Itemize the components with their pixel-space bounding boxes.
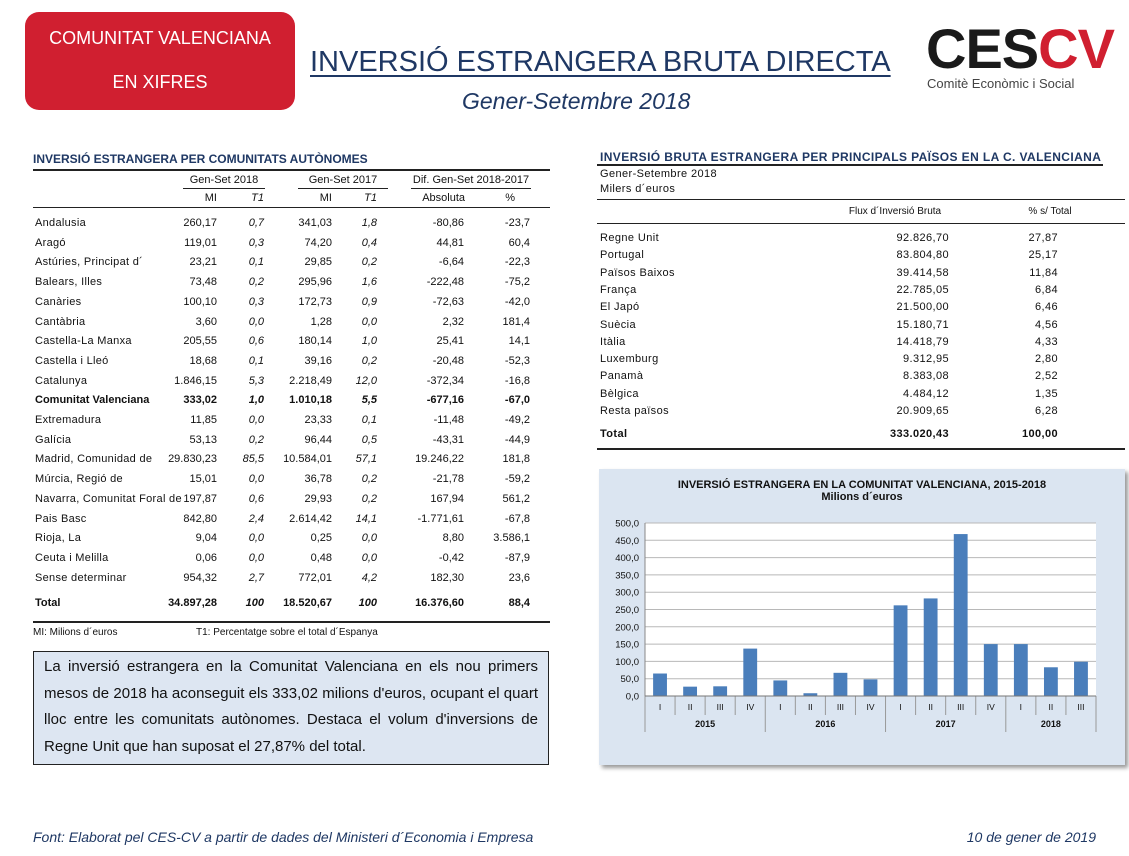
country-name: Luxemburg [600,353,659,366]
cell-abs: 25,41 [436,335,464,348]
country-flux: 21.500,00 [896,301,949,314]
cell-t18: 0,0 [248,414,264,426]
countries-row [600,370,1120,386]
cell-abs: -0,42 [438,551,464,564]
country-name: Regne Unit [600,232,660,244]
y-tick-label: 100,0 [615,656,639,668]
year-label: 2016 [815,719,836,729]
cell-mi18: 9,04 [195,532,217,545]
row-name: Madrid, Comunidad de [35,453,153,466]
row-name: Aragó [35,236,66,249]
cell-mi18: 53,13 [189,433,217,446]
table-total-row [33,597,550,613]
cell-mi18: 34.897,28 [168,597,217,609]
row-name: Extremadura [35,414,102,426]
chart-subtitle: Milions d´euros [821,491,903,503]
table-row [33,414,550,430]
cell-t18: 2,7 [248,571,264,584]
x-tick-label: IV [866,702,875,712]
cell-abs: -43,31 [432,433,464,446]
country-pct: 25,17 [1028,249,1058,262]
logo-cv: CV [1038,17,1114,80]
cell-pct: 181,8 [502,453,530,466]
table-row [33,256,550,272]
cell-abs: -20,48 [432,354,464,367]
cell-t17: 0,2 [361,473,377,486]
cell-pct: -87,9 [504,551,530,564]
cell-mi18: 842,80 [183,512,217,525]
table-row [33,394,550,410]
cell-pct: -42,0 [504,295,530,308]
group-2017: Gen-Set 2017 [308,174,378,186]
year-label: 2015 [695,719,716,729]
cell-pct: -22,3 [504,256,530,269]
cell-mi17: 29,85 [304,256,332,269]
country-pct: 1,35 [1034,387,1058,400]
cell-mi18: 1.846,15 [174,374,217,387]
cell-abs: -677,16 [426,394,464,407]
cell-t17: 100 [358,597,377,609]
y-tick-label: 400,0 [615,553,639,565]
row-name: Ceuta i Melilla [35,551,109,564]
cell-t18: 0,0 [248,315,264,328]
cell-mi18: 11,85 [190,414,217,426]
countries-top-rule [597,164,1103,166]
table-row [33,316,550,332]
cell-abs: -6,64 [438,256,464,269]
investment-chart [599,469,1125,765]
table-row [33,532,550,548]
chart-bar [773,680,787,696]
row-name: Castella-La Manxa [35,335,132,348]
country-name: Itàlia [600,335,626,348]
chart-bar [984,644,998,696]
countries-row [600,388,1120,404]
cell-pct: -23,7 [504,217,530,229]
col-pct-header: % s/ Total [1028,206,1072,217]
country-pct: 27,87 [1028,232,1058,244]
cell-t18: 0,3 [248,236,264,249]
cell-pct: -75,2 [504,276,530,289]
cell-mi17: 74,20 [304,236,332,249]
cell-mi17: 96,44 [304,433,332,446]
country-pct: 6,28 [1034,405,1058,417]
cell-t17: 0,0 [361,532,377,545]
table-row [33,355,550,371]
cell-pct: 181,4 [502,315,530,328]
country-pct: 4,33 [1034,335,1058,348]
cell-t17: 5,5 [361,394,377,407]
cell-mi18: 954,32 [183,571,217,584]
countries-row [600,405,1120,421]
chart-bar [653,674,667,696]
chart-bar [1044,667,1058,696]
chart-bar [834,673,848,696]
country-pct: 6,46 [1034,301,1058,314]
x-tick-label: IV [746,702,755,712]
cell-t18: 0,6 [248,335,264,348]
cell-pct: 88,4 [508,597,530,609]
footer-date: 10 de gener de 2019 [966,829,1096,845]
cell-t17: 0,2 [361,492,377,505]
cell-t18: 5,3 [248,374,264,387]
countries-row [600,249,1120,265]
sub-t1-2018: T1 [251,192,264,204]
cell-mi17: 2.614,42 [289,512,332,525]
cell-t17: 0,2 [361,354,377,367]
cell-mi17: 23,33 [304,414,332,426]
countries-row [600,232,1120,248]
chart-bar [713,686,727,696]
countries-header-rule [597,223,1125,224]
badge-line-2: EN XIFRES [112,72,208,92]
cell-mi18: 15,01 [189,473,217,486]
cell-pct: 14,1 [508,335,530,348]
chart-title: INVERSIÓ ESTRANGERA EN LA COMUNITAT VALENCIANA, 2015-2018 [677,479,1047,491]
x-tick-label: I [899,702,902,712]
badge-line-1: COMUNITAT VALENCIANA [49,28,271,48]
cell-t17: 0,1 [361,414,377,426]
cell-t17: 0,4 [361,236,377,249]
cell-mi17: 1,28 [310,315,332,328]
chart-bar [924,598,938,696]
countries-row [600,267,1120,283]
country-name: Bèlgica [600,387,639,400]
cell-mi17: 772,01 [298,571,332,584]
cell-mi17: 36,78 [304,473,332,486]
countries-row [600,319,1120,335]
note-t1: T1: Percentatge sobre el total d´Espanya [196,627,378,638]
cell-abs: -372,34 [426,374,464,387]
table-row [33,434,550,450]
cell-mi17: 39,16 [304,354,332,367]
row-name: Balears, Illes [35,276,103,289]
row-name: Cantàbria [35,315,86,328]
sub-t1-2017: T1 [364,192,377,204]
cell-mi18: 18,68 [189,354,217,367]
cell-t18: 0,0 [248,551,264,564]
x-tick-label: II [807,702,813,712]
row-name: Galícia [35,433,72,446]
cell-pct: 3.586,1 [493,532,530,545]
cell-abs: 8,80 [442,532,464,545]
country-flux: 20.909,65 [896,405,949,417]
cell-t18: 0,2 [248,433,264,446]
x-tick-label: II [928,702,934,712]
cell-abs: -11,48 [433,414,464,426]
chart-bar [683,687,697,696]
cell-t17: 0,0 [361,315,377,328]
x-tick-label: III [716,702,724,712]
cell-t17: 4,2 [361,571,377,584]
cell-pct: -59,2 [504,473,530,486]
y-tick-label: 500,0 [615,518,639,530]
cell-mi18: 333,02 [183,394,217,407]
group-rule [183,188,265,189]
group-rule [298,188,388,189]
country-name: Resta països [600,405,670,417]
x-tick-label: III [1077,702,1085,712]
country-pct: 4,56 [1034,318,1058,331]
chart-bar [864,679,878,696]
country-pct: 2,52 [1034,370,1058,383]
country-name: Portugal [600,249,645,262]
cell-mi18: 205,55 [183,335,217,348]
cell-t17: 1,0 [361,335,377,348]
cell-abs: 167,94 [430,492,464,505]
country-pct: 100,00 [1021,428,1058,440]
cell-t17: 1,8 [361,217,377,229]
country-flux: 92.826,70 [896,232,949,244]
cell-mi18: 73,48 [189,276,217,289]
cell-t18: 0,6 [248,492,264,505]
cell-mi18: 3,60 [195,315,217,328]
country-pct: 11,84 [1029,266,1058,279]
page-subtitle: Gener-Setembre 2018 [462,88,691,114]
cell-t17: 12,0 [355,374,377,387]
cell-mi18: 260,17 [183,217,217,229]
cell-t18: 0,3 [248,295,264,308]
page-title: INVERSIÓ ESTRANGERA BRUTA DIRECTA [310,46,891,78]
cell-mi17: 341,03 [298,217,332,229]
x-tick-label: II [1048,702,1054,712]
cell-mi18: 119,01 [184,236,217,249]
x-tick-label: II [687,702,693,712]
y-tick-label: 300,0 [615,587,639,599]
row-name: Comunitat Valenciana [35,394,150,407]
table-row [33,572,550,588]
table-row [33,276,550,292]
cell-abs: -72,63 [432,295,464,308]
country-flux: 83.804,80 [896,249,949,262]
country-name: Panamà [600,370,644,383]
row-name: Canàries [35,295,82,308]
cell-t17: 0,9 [361,295,377,308]
cell-abs: -80,86 [432,217,464,229]
countries-row [600,301,1120,317]
cell-mi17: 172,73 [298,295,332,308]
country-name: Països Baixos [600,266,675,279]
cell-pct: 60,4 [508,236,530,249]
table-row [33,552,550,568]
table-row [33,237,550,253]
table-row [33,296,550,312]
cell-abs: -1.771,61 [417,512,464,525]
country-name: Suècia [600,318,637,331]
cell-mi17: 1.010,18 [289,394,332,407]
countries-row [600,284,1120,300]
table-row [33,453,550,469]
table-row [33,513,550,529]
sub-mi-2018: MI [204,192,217,204]
cell-mi17: 0,25 [310,532,332,545]
cell-t18: 0,1 [248,354,264,367]
country-flux: 9.312,95 [902,353,949,366]
cell-t18: 0,1 [248,256,264,269]
cell-t17: 1,6 [361,276,377,289]
table-row [33,335,550,351]
cell-pct: -16,8 [504,374,530,387]
cell-t17: 57,1 [355,453,377,466]
cell-mi17: 180,14 [298,335,332,348]
summary-text: La inversió estrangera en la Comunitat Valenciana en els nou primers mesos de 2018 ha aconseguit els 333,02 milions d'euros, ocupant el quart lloc entre les comunitats autònomes. Destaca el volum d'inversions de Regne Unit que han suposat el 27,87% del total. [44,658,538,755]
x-tick-label: III [957,702,965,712]
cell-abs: 182,30 [430,571,464,584]
cell-pct: 23,6 [508,571,530,584]
cell-t18: 2,4 [248,512,264,525]
cell-t17: 0,2 [361,256,377,269]
table-row [33,217,550,233]
countries-bottom-rule [597,448,1125,450]
countries-row [600,336,1120,352]
countries-rule [597,199,1125,200]
cell-pct: -67,8 [504,512,530,525]
y-tick-label: 450,0 [615,535,639,547]
communities-table-title: INVERSIÓ ESTRANGERA PER COMUNITATS AUTÒNOMES [33,152,368,166]
group-2018: Gen-Set 2018 [189,174,259,186]
cell-mi18: 29.830,23 [168,453,217,466]
cell-t18: 100 [245,597,264,609]
x-tick-label: III [836,702,844,712]
x-tick-label: IV [986,702,995,712]
cell-mi17: 295,96 [298,276,332,289]
chart-bar [1014,644,1028,696]
country-pct: 6,84 [1034,283,1058,296]
cell-abs: 16.376,60 [415,597,464,609]
row-name: Navarra, Comunitat Foral de [35,492,182,505]
country-name: El Japó [600,301,640,314]
row-name: Astúries, Principat d´ [35,256,144,269]
cell-pct: -67,0 [504,394,530,407]
row-name: Castella i Lleó [35,354,109,367]
year-label: 2018 [1040,719,1061,729]
y-tick-label: 250,0 [615,605,639,616]
country-flux: 22.785,05 [896,283,949,296]
cell-mi18: 100,10 [183,295,217,308]
countries-table-title: INVERSIÓ BRUTA ESTRANGERA PER PRINCIPALS PAÏSOS EN LA C. VALENCIANA [600,150,1102,164]
y-tick-label: 50,0 [620,674,639,686]
table-row [33,375,550,391]
x-tick-label: I [658,702,662,712]
logo-subtitle: Comitè Econòmic i Social [927,76,1075,91]
group-rule [411,188,531,189]
y-tick-label: 350,0 [615,570,639,582]
cell-t18: 0,0 [248,473,264,486]
chart-bar [894,605,908,696]
logo-ces: CES [926,17,1039,80]
cell-mi17: 0,48 [310,551,332,564]
country-name: França [600,283,637,296]
cell-mi18: 197,87 [183,492,217,505]
note-mi: MI: Milions d´euros [33,627,118,638]
cell-pct: -49,2 [504,414,530,426]
countries-row [600,353,1120,369]
table-top-rule [33,169,550,171]
cell-t18: 0,0 [248,532,264,545]
cell-mi18: 23,21 [189,256,217,269]
country-pct: 2,80 [1034,353,1058,366]
year-label: 2017 [935,719,956,729]
row-name: Catalunya [35,374,88,387]
cell-t17: 0,0 [361,551,377,564]
cell-pct: 561,2 [502,492,530,505]
country-name: Total [600,428,628,440]
row-name: Múrcia, Regió de [35,473,123,486]
cell-mi17: 29,93 [304,492,332,505]
country-flux: 8.383,08 [902,370,949,383]
cell-abs: 44,81 [436,236,464,249]
country-flux: 14.418,79 [896,335,949,348]
chart-bar [743,649,757,696]
y-tick-label: 0,0 [625,691,639,703]
cell-t17: 0,5 [361,433,377,446]
cell-t18: 1,0 [248,394,264,407]
row-name: Pais Basc [35,512,87,525]
chart-bar [1074,662,1088,696]
cell-t18: 85,5 [242,453,264,466]
row-name: Sense determinar [35,571,127,584]
cell-abs: 2,32 [442,315,464,328]
row-name: Rioja, La [35,532,82,545]
cell-t18: 0,2 [248,276,264,289]
cell-abs: 19.246,22 [415,453,464,466]
sub-pct: % [505,192,515,204]
country-flux: 39.414,58 [896,266,949,279]
cell-abs: -21,78 [432,473,464,486]
country-flux: 15.180,71 [896,318,949,331]
cell-t17: 14,1 [355,512,377,525]
header-bottom-rule [33,207,550,208]
cell-mi17: 18.520,67 [283,597,332,609]
table-bottom-rule [33,621,550,623]
countries-total-row [600,428,1120,444]
header-badge [25,12,295,110]
footer-source: Font: Elaborat pel CES-CV a partir de dades del Ministeri d´Economia i Empresa [33,829,534,845]
chart-bar [954,534,968,696]
group-diff: Dif. Gen-Set 2018-2017 [412,174,530,186]
cell-pct: -44,9 [504,433,530,446]
cell-abs: -222,48 [426,276,464,289]
countries-units: Milers d´euros [600,183,676,195]
countries-period: Gener-Setembre 2018 [600,168,718,180]
y-tick-label: 200,0 [615,622,639,634]
country-flux: 333.020,43 [889,428,949,440]
cell-pct: -52,3 [504,354,530,367]
cell-mi17: 10.584,01 [283,453,332,466]
chart-svg [599,469,1125,765]
sub-mi-2017: MI [319,192,332,204]
cell-mi18: 0,06 [195,551,217,564]
table-row [33,473,550,489]
x-tick-label: I [1019,702,1023,712]
row-name: Total [35,597,61,609]
table-row [33,493,550,509]
country-flux: 4.484,12 [902,387,949,400]
cescv-logo [926,17,1116,92]
col-flux-header: Flux d´Inversió Bruta [848,206,942,217]
x-tick-label: I [779,702,782,712]
cell-mi17: 2.218,49 [289,374,332,387]
row-name: Andalusia [35,217,87,229]
sub-absoluta: Absoluta [422,192,465,204]
summary-textbox [33,651,549,765]
cell-t18: 0,7 [248,217,264,229]
y-tick-label: 150,0 [615,639,639,651]
